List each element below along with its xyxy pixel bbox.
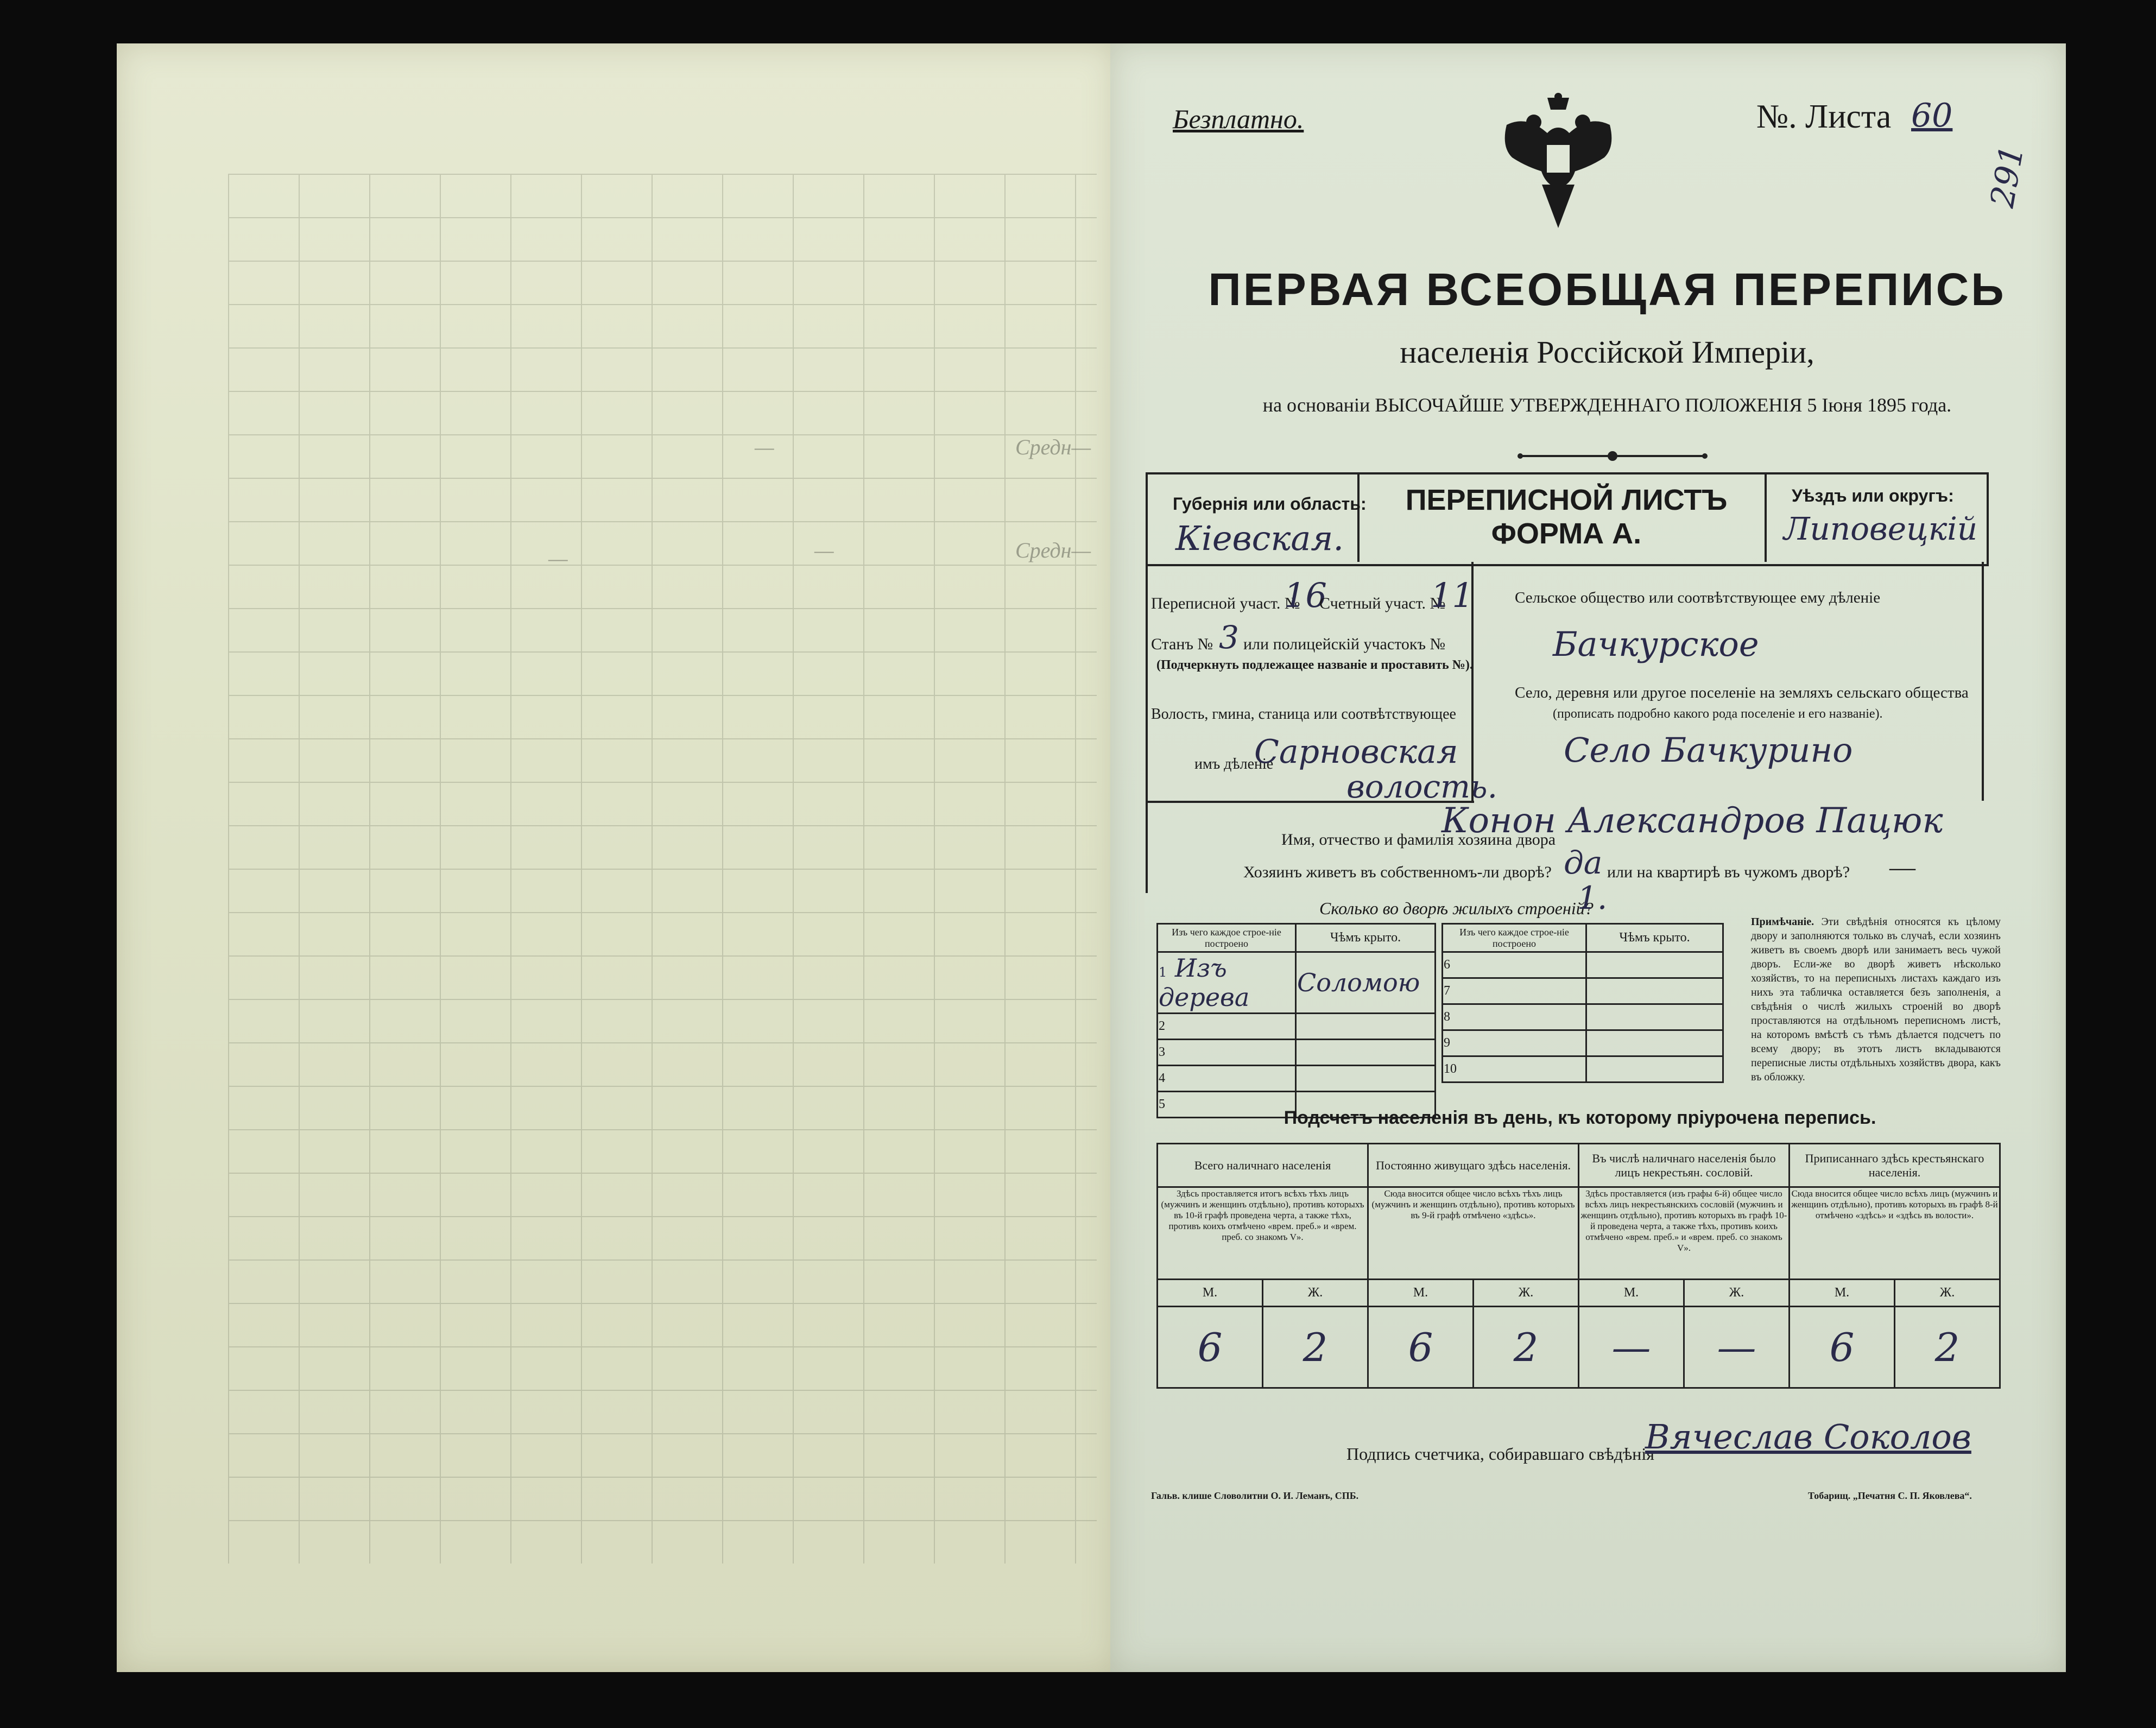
volost-value-1: Сарновская: [1254, 733, 1458, 771]
corner-number: 291: [1983, 142, 2032, 211]
footer-right: Тобарищ. „Печатня С. П. Яковлева“.: [1808, 1490, 1972, 1501]
enumerator-signature: Вячеслав Соколов: [1645, 1417, 1971, 1457]
owner-label: Имя, отчество и фамилія хозяина двора: [1281, 831, 1556, 849]
row-number: 1: [1159, 965, 1167, 980]
imperial-eagle-emblem-icon: [1496, 92, 1621, 233]
volost-label-1: Волость, гмина, станица или соотвѣтствующее: [1151, 706, 1456, 723]
non-peasant-male-value: —: [1579, 1307, 1684, 1388]
male-label: М.: [1790, 1280, 1895, 1307]
count-col-head-4: Приписаннаго здѣсь крестьянскаго населенія.: [1790, 1144, 2000, 1187]
society-value: Бачкурское: [1553, 624, 1759, 664]
row-number: 8: [1443, 1004, 1586, 1030]
peasant-male-value: 6: [1790, 1307, 1895, 1388]
building-row: [1443, 1056, 1723, 1083]
buildings-label: Сколько во дворѣ жилыхъ строеній?: [1319, 898, 1594, 918]
row-number: 7: [1443, 978, 1586, 1004]
sheet-number-value: 60: [1911, 97, 1953, 135]
buildings-table-right: [1441, 923, 1724, 1083]
census-plot-value: 16: [1284, 575, 1327, 615]
other-yard-value: —: [1889, 853, 1915, 882]
female-label: Ж.: [1263, 1280, 1368, 1307]
province-label: Губернія или область:: [1173, 494, 1367, 514]
building-row: [1443, 952, 1723, 978]
building-row: [1158, 1040, 1436, 1066]
form-subtitle: населенія Россійской Имперіи,: [1400, 334, 1814, 370]
volost-label-2: имъ дѣленіе: [1194, 756, 1274, 773]
count-col-desc-4: Сюда вносится общее число всѣхъ лицъ (мужчинъ и женщинъ отдѣльно), противъ которыхъ въ графѣ 8-й отмѣчено «здѣсь» и «здѣсь въ волости».: [1790, 1187, 2000, 1280]
count-col-head-2: Постоянно живущаго здѣсь населенія.: [1368, 1144, 1579, 1187]
left-ghost-line-3: Средн—: [1015, 538, 1091, 562]
own-yard-label: Хозяинъ живетъ въ собственномъ-ли дворѣ?: [1243, 863, 1552, 881]
volost-value-2: волость.: [1346, 768, 1498, 805]
building-row: [1443, 1004, 1723, 1030]
building-row: [1443, 978, 1723, 1004]
building-row: [1158, 1014, 1436, 1040]
form-title-line-1: ПЕРЕПИСНОЙ ЛИСТЪ: [1405, 484, 1728, 516]
owner-value: Конон Александров Пацюк: [1441, 801, 1943, 841]
left-ghost-line-1: Средн—: [1015, 435, 1091, 459]
count-title: Подсчетъ населенія въ день, къ которому пріурочена перепись.: [1284, 1107, 1876, 1128]
left-ghost-line-5: —: [548, 546, 568, 571]
building-row: [1158, 952, 1436, 1014]
village-label: Село, деревня или другое поселеніе на земляхъ сельскаго общества: [1515, 684, 1969, 701]
count-table: [1156, 1143, 2001, 1389]
own-yard-value: да: [1564, 844, 1603, 881]
census-plot-label: Переписной участ. №: [1151, 594, 1300, 612]
present-female-value: 2: [1263, 1307, 1368, 1388]
present-male-value: 6: [1158, 1307, 1263, 1388]
col-roof-header: Чѣмъ крыто.: [1296, 924, 1436, 952]
row-number: 3: [1158, 1040, 1296, 1066]
ornament-divider: [1515, 450, 1710, 463]
society-label: Сельское общество или соотвѣтствующее ему дѣленіе: [1515, 589, 1881, 606]
count-col-desc-3: Здѣсь проставляется (изъ графы 6-й) общее число всѣхъ лицъ некрестьянскихъ сословій (мужчинъ и женщинъ отдѣльно), противъ которыхъ въ графѣ 10-й проведена черта, а также тѣхъ, противъ коихъ отмѣчено «врем. преб.» и «врем. преб. со знакомъ V».: [1579, 1187, 1790, 1280]
male-label: М.: [1158, 1280, 1263, 1307]
male-label: М.: [1579, 1280, 1684, 1307]
fields-right-border: [1982, 562, 1984, 801]
header-divider-right: [1765, 472, 1767, 562]
buildings-table-left: [1156, 923, 1436, 1118]
building-material: Изъ дерева: [1159, 953, 1250, 1012]
building-row: [1443, 1030, 1723, 1056]
permanent-male-value: 6: [1368, 1307, 1474, 1388]
row-number: 2: [1158, 1014, 1296, 1040]
col-material-header: Изъ чего каждое строе-ніе построено: [1443, 924, 1586, 952]
province-value: Кіевская.: [1175, 518, 1344, 558]
row-number: 4: [1158, 1066, 1296, 1092]
village-value: Село Бачкурино: [1564, 730, 1853, 770]
form-title-line-2: ФОРМА А.: [1491, 517, 1642, 550]
form-main-title: ПЕРВАЯ ВСЕОБЩАЯ ПЕРЕПИСЬ: [1208, 264, 2006, 315]
count-plot-value: 11: [1431, 575, 1474, 615]
count-col-head-3: Въ числѣ наличнаго населенія было лицъ некрестьян. сословій.: [1579, 1144, 1790, 1187]
row-number: 6: [1443, 952, 1586, 978]
village-note: (прописать подробно какого рода поселеніе и его названіе).: [1553, 707, 1883, 721]
buildings-note-text: Эти свѣдѣнія относятся къ цѣлому двору и заполняются только въ случаѣ, если хозяинъ живетъ въ своемъ дворѣ или занимаетъ весь чужой дворъ. Если-же во дворѣ живетъ нѣсколько хозяйствъ, то на переписныхъ листахъ каждаго изъ нихъ эта табличка оставляется безъ заполненія, а свѣдѣнія о числѣ жилыхъ строеній во дворѣ проставляются на отдѣльномъ переписномъ листѣ, на которомъ вмѣстѣ съ тѣмъ дѣлается подсчетъ по всему двору; въ этотъ листъ вкладываются переписные листы отдѣльныхъ хозяйствъ двора, какъ въ обложку.: [1751, 916, 2001, 1083]
camp-value: 3: [1219, 619, 1239, 656]
male-label: М.: [1368, 1280, 1474, 1307]
female-label: Ж.: [1895, 1280, 2000, 1307]
signature-label: Подпись счетчика, собиравшаго свѣдѣнія: [1346, 1444, 1655, 1464]
sheet-number-label: №. Листа: [1756, 98, 1892, 135]
building-roof: Соломою: [1296, 952, 1436, 1014]
form-basis-line: на основаніи ВЫСОЧАЙШЕ УТВЕРЖДЕННАГО ПОЛОЖЕНІЯ 5 Іюня 1895 года.: [1262, 394, 1952, 416]
permanent-female-value: 2: [1474, 1307, 1579, 1388]
buildings-value: 1.: [1577, 879, 1608, 916]
camp-note: (Подчеркнуть подлежащее названіе и проставить №).: [1156, 658, 1473, 672]
peasant-female-value: 2: [1895, 1307, 2000, 1388]
count-col-desc-1: Здѣсь проставляется итогъ всѣхъ тѣхъ лицъ (мужчинъ и женщинъ отдѣльно), противъ которыхъ въ 10-й графѣ проведена черта, а также тѣхъ, противъ коихъ отмѣчено «врем. преб.» и «врем. преб. со знакомъ V».: [1158, 1187, 1368, 1280]
female-label: Ж.: [1474, 1280, 1579, 1307]
camp-label: Станъ №: [1151, 635, 1213, 653]
fields-left-border: [1146, 562, 1148, 893]
district-label: Уѣздъ или округъ:: [1792, 486, 1954, 505]
free-label: Безплатно.: [1173, 104, 1304, 134]
count-plot-label: Счетный участ. №: [1319, 594, 1446, 612]
buildings-note: [1751, 915, 2001, 1084]
female-label: Ж.: [1684, 1280, 1790, 1307]
non-peasant-female-value: —: [1684, 1307, 1790, 1388]
col-material-header: Изъ чего каждое строе-ніе построено: [1158, 924, 1296, 952]
count-col-head-1: Всего наличнаго населенія: [1158, 1144, 1368, 1187]
left-page-ghost-grid: [228, 174, 1097, 1564]
footer-left: Гальв. клише Словолитни О. И. Леманъ, СПБ.: [1151, 1490, 1359, 1501]
header-divider-left: [1357, 472, 1360, 562]
col-roof-header: Чѣмъ крыто.: [1586, 924, 1723, 952]
building-row: [1158, 1066, 1436, 1092]
district-value: Липовецкій: [1784, 510, 1978, 547]
other-yard-label: или на квартирѣ въ чужомъ дворѣ?: [1607, 863, 1850, 881]
count-col-desc-2: Сюда вносится общее число всѣхъ тѣхъ лицъ (мужчинъ и женщинъ отдѣльно), противъ которыхъ въ 9-й графѣ отмѣчено «здѣсь».: [1368, 1187, 1579, 1280]
left-ghost-line-2: —: [755, 435, 774, 459]
left-ghost-line-4: —: [814, 538, 834, 562]
camp-label-rest: или полицейскій участокъ №: [1243, 635, 1446, 653]
row-number: 9: [1443, 1030, 1586, 1056]
row-number: 10: [1443, 1056, 1586, 1083]
buildings-note-title: Примѣчаніе.: [1751, 916, 1814, 928]
row-number: 5: [1158, 1092, 1296, 1118]
